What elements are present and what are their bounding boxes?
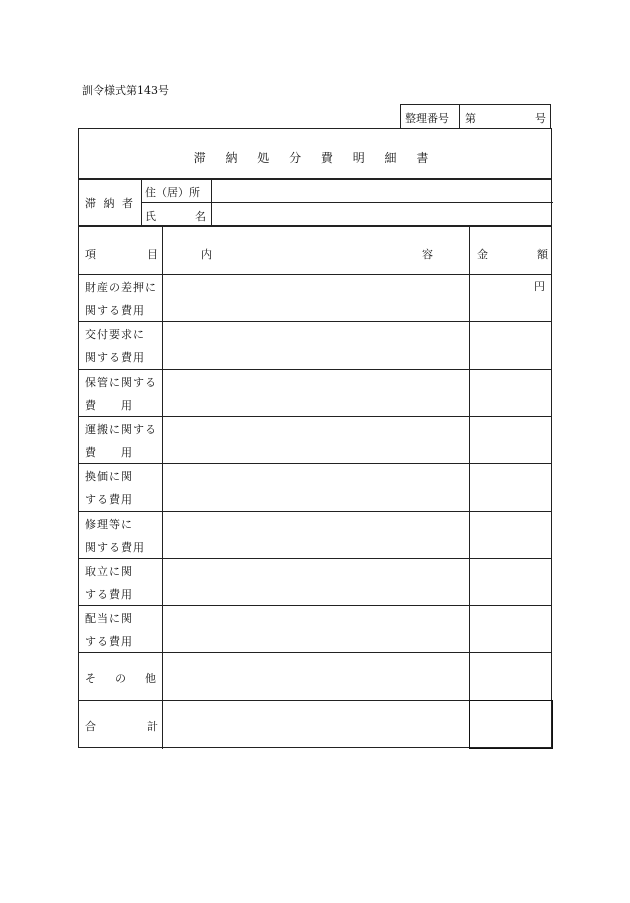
row-label-line2: 費 用 <box>85 445 133 459</box>
name-label-2: 名 <box>195 210 206 223</box>
row-label-line1: 取立に関 <box>85 564 133 578</box>
row-label-line1: 財産の差押に <box>85 281 157 294</box>
divider <box>162 226 163 749</box>
divider <box>79 511 551 512</box>
divider <box>79 652 551 653</box>
row-label-line2: 費 用 <box>85 398 133 412</box>
taxpayer-label: 滞 納 者 <box>85 197 135 210</box>
total-label-1: 合 <box>85 720 96 733</box>
row-label-line1: 交付要求に <box>85 328 145 342</box>
reference-dai: 第 <box>465 112 476 125</box>
divider <box>79 225 551 227</box>
divider <box>79 274 551 275</box>
divider <box>211 179 212 226</box>
row-label-line1: 運搬に関する <box>85 422 157 436</box>
divider <box>141 179 142 226</box>
form-table <box>78 128 552 748</box>
divider <box>79 321 551 322</box>
divider <box>79 416 551 417</box>
reference-number-label: 整理番号 <box>405 112 449 125</box>
total-label-2: 計 <box>147 720 158 733</box>
header-content-1: 内 <box>201 248 212 261</box>
row-label-line2: する費用 <box>85 635 133 649</box>
header-amount-2: 額 <box>537 248 548 261</box>
row-label-line1: 保管に関する <box>85 375 157 389</box>
total-amount-box <box>469 700 553 749</box>
row-label-line2: 関する費用 <box>85 540 145 554</box>
divider <box>79 558 551 559</box>
divider <box>79 605 551 606</box>
row-label-line1: 修理等に <box>85 517 133 531</box>
form-title: 滞 納 処 分 費 明 細 書 <box>193 151 437 165</box>
header-amount-1: 金 <box>477 248 488 261</box>
divider <box>469 226 470 749</box>
divider <box>459 105 460 128</box>
divider <box>79 178 551 180</box>
row-label-line1: 配当に関 <box>85 612 133 626</box>
header-item-1: 項 <box>85 248 96 261</box>
header-item-2: 目 <box>147 248 158 261</box>
row-label-line2: する費用 <box>85 587 133 601</box>
reference-number-box <box>400 104 551 128</box>
row-label-line1: 換価に関 <box>85 470 133 484</box>
header-content-2: 容 <box>422 248 433 261</box>
row-label-line2: 関する費用 <box>85 304 145 317</box>
reference-go: 号 <box>535 112 546 125</box>
name-label-1: 氏 <box>145 210 156 223</box>
row-other: そ の 他 <box>85 672 160 685</box>
divider <box>79 463 551 464</box>
address-label: 住（居）所 <box>145 186 200 199</box>
yen-unit: 円 <box>534 280 545 293</box>
divider <box>141 202 553 203</box>
row-label-line2: 関する費用 <box>85 351 145 365</box>
form-number: 訓令様式第143号 <box>82 84 169 97</box>
divider <box>79 369 551 370</box>
row-label-line2: する費用 <box>85 493 133 507</box>
